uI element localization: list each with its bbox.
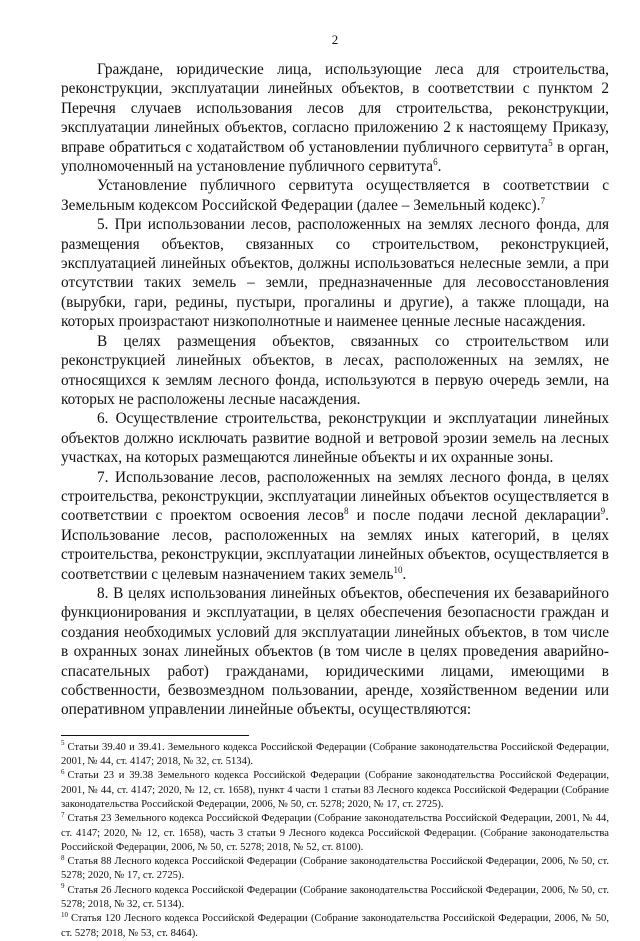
- paragraph-easement-land-code: Установление публичного сервитута осуществляется в соответствии с Земельным кодексом Российской Федерации (далее – Земельный кодекс).$^7$: [61, 177, 609, 214]
- footnote-8: $^8$ Статья 88 Лесного кодекса Российской Федерации (Собрание законодательства Российской Федерации, 2006, № 50, ст. 5278; 2020, № 17, ст. 2725).: [61, 853, 609, 882]
- paragraph-public-easement-request: Граждане, юридические лица, использующие леса для строительства, реконструкции, эксплуатации линейных объектов, в соответствии с пунктом 2 Перечня случаев использования лесов для строительства, реконструкции, эксплуатации линейных объектов, согласно приложению 2 к настоящему Приказу, вправе обратиться с ходатайством об установлении публичного сервитута$^5$ в орган, уполномоченный на установление публичного сервитута$^6$.: [61, 61, 609, 176]
- footnote-9: $^9$ Статья 26 Лесного кодекса Российской Федерации (Собрание законодательства Российской Федерации, 2006, № 50, ст. 5278; 2018, № 32, ст. 5134).: [61, 882, 609, 911]
- paragraph-item-5-continued: В целях размещения объектов, связанных со строительством или реконструкцией линейных объектов, в лесах, расположенных на землях, не относящихся к землям лесного фонда, используются в первую очередь земли, на которых не расположены лесные насаждения.: [61, 332, 609, 408]
- paragraph-item-6: 6. Осуществление строительства, реконструкции и эксплуатации линейных объектов должно исключать развитие водной и ветровой эрозии земель на лесных участках, на которых размещаются линейные объекты и их охранные зоны.: [61, 410, 609, 467]
- footnote-6: $^6$ Статьи 23 и 39.38 Земельного кодекса Российской Федерации (Собрание законодательства Российской Федерации, 2001, № 44, ст. 4147; 2020, № 12, ст. 1658), пункт 4 части 1 статьи 83 Лесного кодекса Российской Федерации (Собрание законодательства Российской Федерации, 2006, № 50, ст. 5278; 2020, № 17, ст. 2725).: [61, 767, 609, 810]
- body-text: [61, 60, 609, 720]
- paragraph-item-8: 8. В целях использования линейных объектов, обеспечения их безаварийного функционирования и эксплуатации, в целях обеспечения безопасности граждан и создания необходимых условий для эксплуатации линейных объектов, в том числе в охранных зонах линейных объектов (в том числе в целях проведения аварийно-спасательных работ) гражданами, юридическими лицами, имеющими в собственности, безвозмездном пользовании, аренде, хозяйственном ведении или оперативном управлении линейные объекты, осуществляются:: [61, 584, 609, 719]
- footnote-10: $^{10}$ Статья 120 Лесного кодекса Российской Федерации (Собрание законодательства Российской Федерации, 2006, № 50, ст. 5278; 2018, № 53, ст. 8464).: [61, 910, 609, 939]
- footnote-divider: [61, 735, 249, 736]
- paragraph-item-5: 5. При использовании лесов, расположенных на землях лесного фонда, для размещения объектов, связанных со строительством, реконструкцией, эксплуатацией линейных объектов, должны использоваться нелесные земли, а при отсутствии таких земель – земли, предназначенные для лесовосстановления (вырубки, гари, редины, пустыри, прогалины и другие), а также площади, на которых произрастают низкополнотные и наименее ценные лесные насаждения.: [61, 216, 609, 331]
- page-number: 2: [331, 32, 339, 47]
- paragraph-item-7: 7. Использование лесов, расположенных на землях лесного фонда, в целях строительства, реконструкции, эксплуатации линейных объектов осуществляется в соответствии с проектом освоения лесов$^8$ и после подачи лесной декларации$^9$. Использование лесов, расположенных на землях иных категорий, в целях строительства, реконструкции, эксплуатации линейных объектов, осуществляется в соответствии с целевым назначением таких земель$^{10}$.: [61, 468, 609, 583]
- footnote-ref-10: 10: [393, 564, 403, 575]
- footnote-ref-7: 7: [540, 195, 545, 206]
- footnotes: [61, 741, 609, 941]
- footnote-ref-5: 5: [548, 137, 553, 148]
- footnote-5: $^5$ Статьи 39.40 и 39.41. Земельного кодекса Российской Федерации (Собрание законодательства Российской Федерации, 2001, № 44, ст. 4147; 2018, № 32, ст. 5134).: [61, 739, 609, 768]
- footnote-7: $^7$ Статья 23 Земельного кодекса Российской Федерации (Собрание законодательства Российской Федерации, 2001, № 44, ст. 4147; 2020, № 12, ст. 1658), часть 3 статьи 9 Лесного кодекса Российской Федерации. (Собрание законодательства Российской Федерации, 2006, № 50, ст. 5278; 2018, № 52, ст. 8100).: [61, 810, 609, 853]
- footnote-ref-6: 6: [433, 156, 438, 167]
- footnote-ref-9: 9: [600, 506, 606, 517]
- footnote-ref-8: 8: [344, 506, 349, 517]
